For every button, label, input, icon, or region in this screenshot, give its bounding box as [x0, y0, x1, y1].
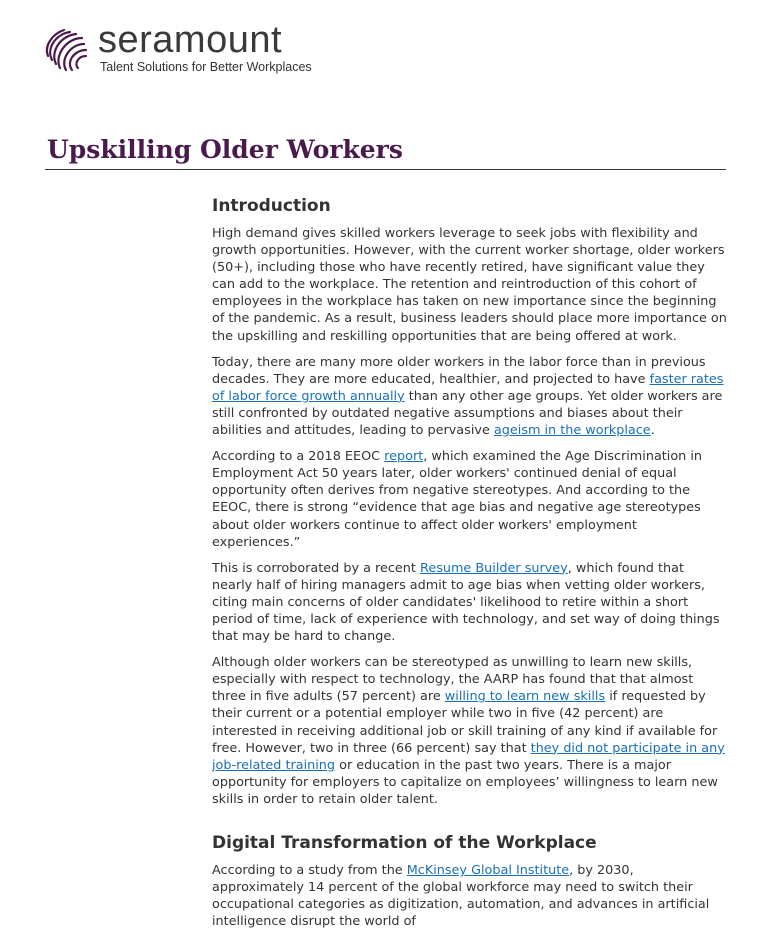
title-divider — [45, 169, 726, 170]
aarp-paragraph — [212, 654, 727, 808]
brand-tagline: Talent Solutions for Better Workplaces — [100, 60, 312, 74]
paragraph-text: According to a 2018 EEOC — [212, 449, 385, 465]
seramount-swirl-icon — [42, 26, 90, 72]
intro-paragraph — [212, 225, 727, 345]
resume-builder-paragraph — [212, 560, 727, 645]
inline-link[interactable]: Resume Builder survey — [420, 560, 568, 576]
paragraph-text: High demand gives skilled workers leverage to seek jobs with flexibility and growth opportunities. However, with the current worker shortage, older workers (50+), including those who have recently retired, have significant value they can add to the workplace. The retention and reintroduction of this cohort of employees in the workplace has taken on new importance since the beginning of the pandemic. As a result, business leaders should place more importance on the upskilling and reskilling opportunities that are being offered at work. — [212, 226, 727, 344]
section-heading-introduction: Introduction — [212, 196, 331, 216]
eeoc-paragraph — [212, 448, 727, 551]
inline-link[interactable]: ageism in the workplace — [493, 423, 651, 439]
inline-link[interactable]: McKinsey Global Institute — [406, 863, 570, 878]
paragraph-text: . — [650, 423, 655, 439]
labor-force-paragraph — [212, 354, 727, 439]
paragraph-text: According to a study from the — [212, 863, 407, 878]
paragraph-text: , which examined the Age Discrimination in Employment Act 50 years later, older workers' continued denial of equal opportunity often derives from negative stereotypes. And according to the EEOC, there is strong “evidence that age bias and negative age stereotypes about older workers continue to affect older workers' employment experiences.” — [212, 449, 703, 550]
mckinsey-paragraph — [212, 862, 727, 930]
inline-link[interactable]: willing to learn new skills — [444, 689, 606, 705]
paragraph-text: than any other age groups. Yet older workers are still confronted by outdated negative assumptions and biases about their abilities and attitudes, leading to pervasive — [212, 388, 723, 439]
page-title: Upskilling Older Workers — [47, 135, 403, 164]
paragraph-text: Today, there are many more older workers in the labor force than in previous decades. They are more educated, healthier, and projected to have — [212, 354, 706, 387]
article-body — [212, 195, 727, 930]
paragraph-text: if requested by their current or a potential employer while two in five (42 percent) are interested in receiving additional job or skill training of any kind if available for free. However, two in three (66 percent) say that — [212, 689, 718, 756]
brand-logo — [42, 19, 362, 76]
paragraph-text: Although older workers can be stereotyped as unwilling to learn new skills, especially with respect to technology, the AARP has found that that almost three in five adults (57 percent) are — [212, 655, 694, 705]
inline-link[interactable]: report — [384, 449, 424, 465]
inline-link[interactable]: faster rates of labor force growth annually — [212, 371, 724, 404]
paragraph-text: or education in the past two years. There is a major opportunity for employers to capitalize on employees’ willingness to learn new skills in order to retain older talent. — [212, 757, 718, 807]
paragraph-text: , by 2030, approximately 14 percent of the global workforce may need to switch their occupational categories as digitization, automation, and advances in artificial intelligence disrupt the world of — [212, 863, 710, 930]
paragraph-text: , which found that nearly half of hiring managers admit to age bias when vetting older workers, citing main concerns of older candidates' likelihood to retire within a short period of time, lack of experience with technology, and set way of doing things that may be hard to change. — [212, 560, 720, 645]
paragraph-text: This is corroborated by a recent — [212, 560, 420, 576]
section-heading-digital-transformation: Digital Transformation of the Workplace — [212, 833, 597, 853]
brand-name: seramount — [98, 19, 283, 61]
inline-link[interactable]: they did not participate in any job-related training — [212, 740, 725, 773]
